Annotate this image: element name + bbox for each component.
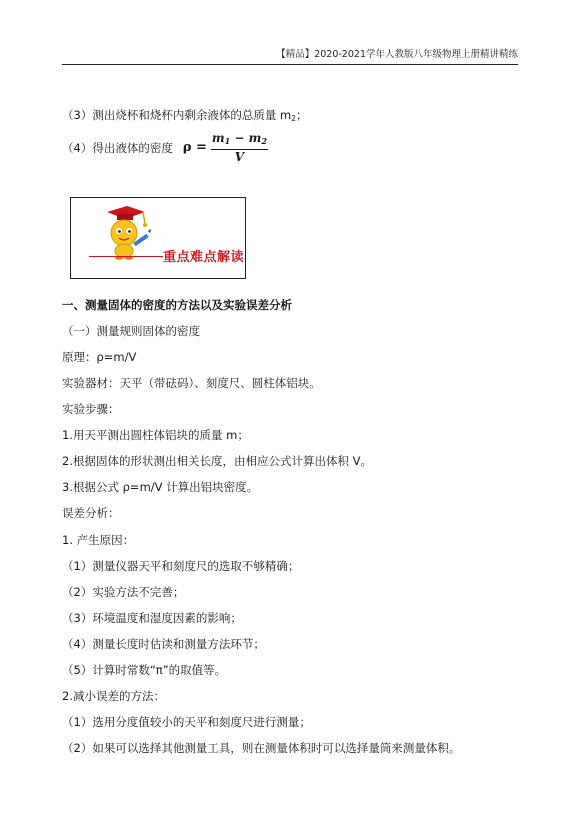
cause-3: （3）环境温度和湿度因素的影响；: [62, 611, 242, 625]
step-3-subscript: 2: [291, 114, 296, 123]
step-a: 1.用天平测出圆柱体铝块的质量 m；: [62, 428, 249, 442]
step-3-text: （3）测出烧杯和烧杯内剩余液体的总质量 m: [62, 108, 292, 122]
error-analysis-title: 误差分析：: [62, 506, 120, 520]
formula-fraction: [211, 132, 268, 164]
formula-rho: ρ =: [182, 140, 207, 155]
step-b: 2.根据固体的形状测出相关长度，由相应公式计算出体积 V。: [62, 454, 372, 468]
cause-5: （5）计算时常数“π”的取值等。: [62, 663, 227, 677]
principle-line: 原理：ρ=m/V: [62, 350, 137, 364]
formula-numerator: [211, 132, 268, 150]
formula-sub1: 1: [224, 136, 231, 146]
graduate-mascot-icon: [93, 204, 155, 260]
density-formula: [183, 132, 268, 164]
key-points-banner: [70, 197, 246, 279]
formula-denominator: V: [234, 150, 245, 164]
formula-minus: −: [230, 131, 249, 145]
section-title: 一、测量固体的密度的方法以及实验误差分析: [62, 298, 292, 312]
step-3: [62, 107, 307, 127]
equipment-line: 实验器材：天平（带砝码）、刻度尺、圆柱体铝块。: [62, 376, 321, 390]
cause-4: （4）测量长度时估读和测量方法环节；: [62, 637, 265, 651]
header-text: 【精品】2020-2021学年人教版八年级物理上册精讲精练: [276, 49, 518, 60]
banner-rule: [89, 256, 163, 257]
step-4-text: （4）得出液体的密度: [62, 141, 173, 155]
banner-title: 重点难点解读: [163, 250, 245, 265]
step-3-suffix: ；: [295, 108, 308, 122]
formula-sub2: 2: [261, 136, 267, 146]
cause-1: （1）测量仪器天平和刻度尺的选取不够精确；: [62, 559, 300, 573]
page-header: [62, 48, 518, 65]
reduce-error-title: 2.减小误差的方法：: [62, 689, 165, 703]
reduce-2: （2）如果可以选择其他测量工具，则在测量体积时可以选择量筒来测量体积。: [62, 741, 461, 755]
subsection-title: （一）测量规则固体的密度: [62, 324, 200, 338]
step-c: 3.根据公式 ρ=m/V 计算出铝块密度。: [62, 480, 259, 494]
cause-title: 1. 产生原因：: [62, 533, 135, 547]
formula-m1: m: [211, 131, 225, 145]
cause-2: （2）实验方法不完善；: [62, 585, 185, 599]
formula-m2: m: [248, 131, 262, 145]
steps-title: 实验步骤：: [62, 402, 120, 416]
step-4: [62, 132, 268, 164]
reduce-1: （1）选用分度值较小的天平和刻度尺进行测量；: [62, 715, 311, 729]
